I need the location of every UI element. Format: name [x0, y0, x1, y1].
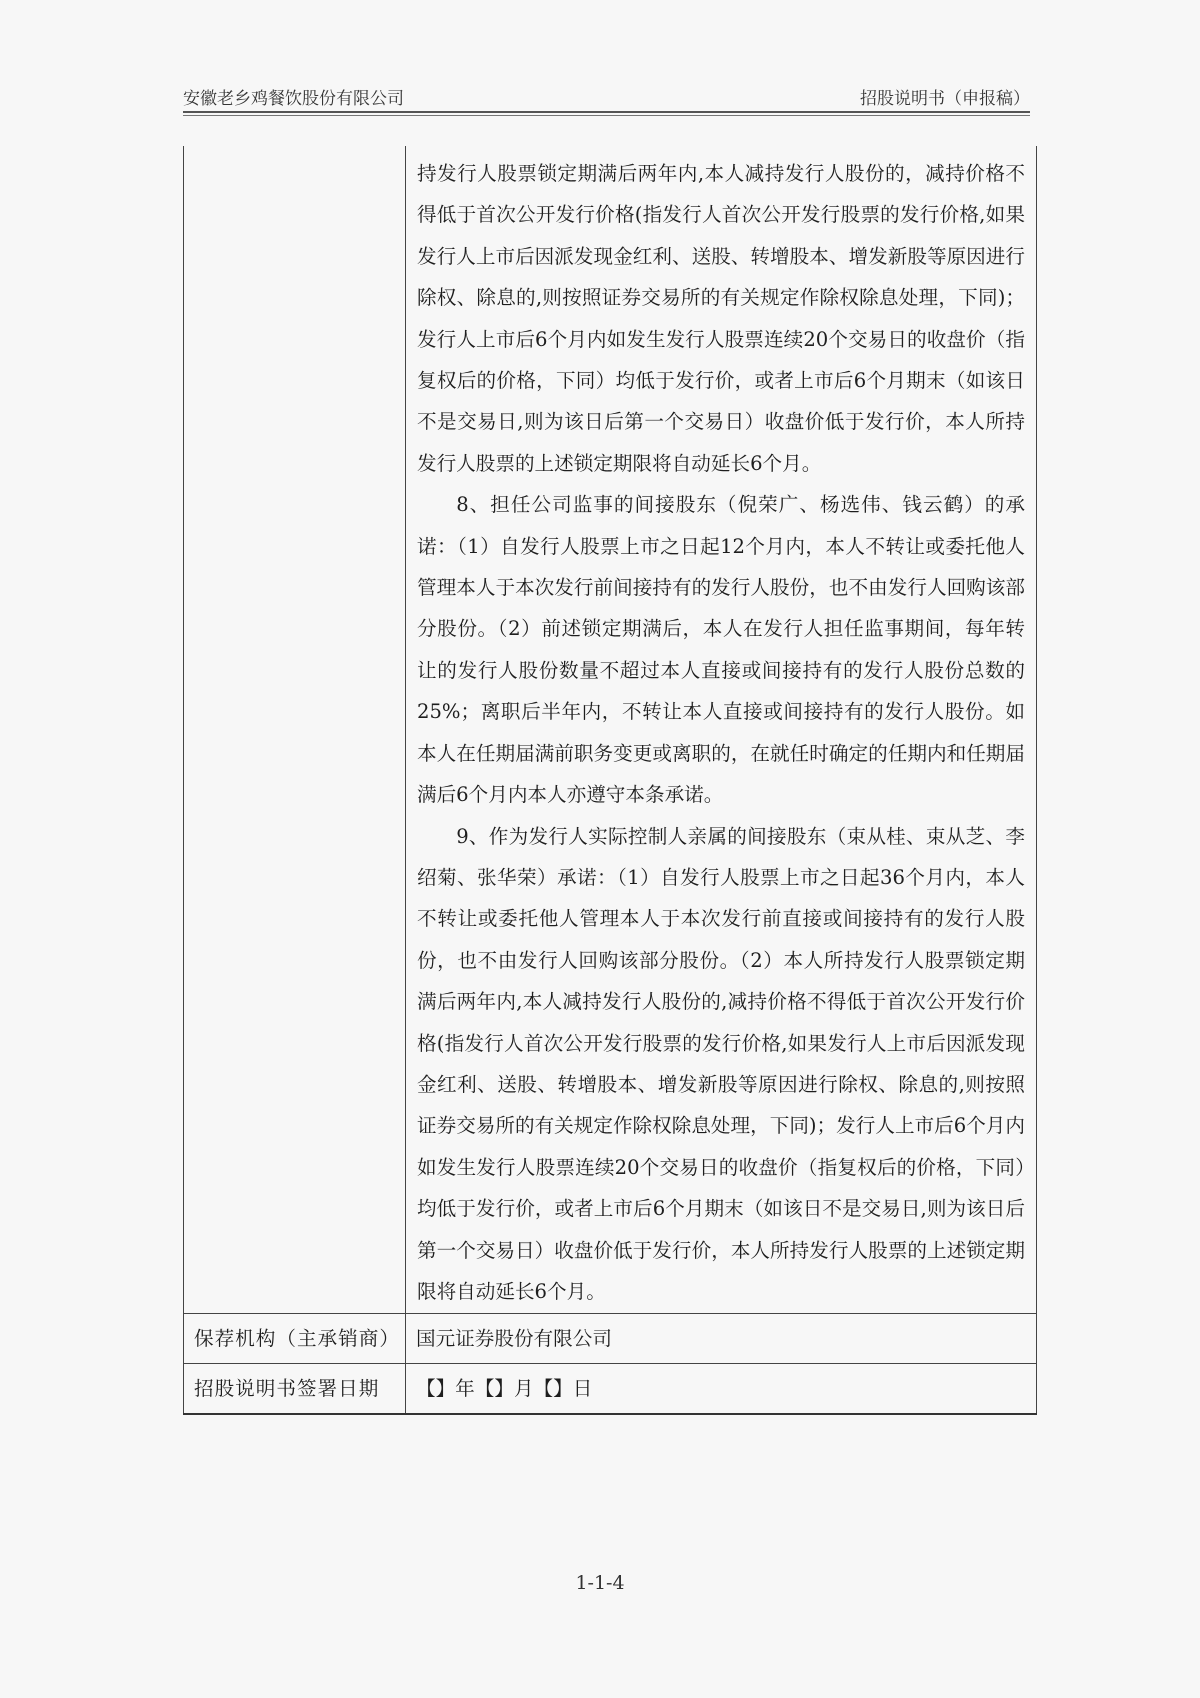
document-title: 招股说明书（申报稿）: [860, 89, 1030, 109]
header-rule: [183, 111, 1030, 113]
sign-date-row: [184, 1364, 1037, 1415]
page-number: 1-1-4: [575, 1572, 625, 1594]
sign-date-label: 招股说明书签署日期: [184, 1364, 406, 1415]
commitment-paragraph-9: 9、作为发行人实际控制人亲属的间接股东（束从桂、束从芝、李绍菊、张华荣）承诺：（1）自发行人股票上市之日起36个月内，本人不转让或委托他人管理本人于本次发行前直接或间接持有的发行人股份，也不由发行人回购该部分股份。（2）本人所持发行人股票锁定期满后两年内,本人减持发行人股份的,减持价格不得低于首次公开发行价格(指发行人首次公开发行股票的发行价格,如果发行人上市后因派发现金红利、送股、转增股本、增发新股等原因进行除权、除息的,则按照证券交易所的有关规定作除权除息处理，下同)；发行人上市后6个月内如发生发行人股票连续20个交易日的收盘价（指复权后的价格，下同）均低于发行价，或者上市后6个月期末（如该日不是交易日,则为该日后第一个交易日）收盘价低于发行价，本人所持发行人股票的上述锁定期限将自动延长6个月。: [417, 824, 1025, 1303]
sponsor-label: 保荐机构（主承销商）: [184, 1314, 406, 1364]
sign-date-value: 【】年【】月【】日: [406, 1364, 1037, 1415]
sponsor-value: 国元证券股份有限公司: [406, 1314, 1037, 1364]
commitment-paragraph-8: 8、担任公司监事的间接股东（倪荣广、杨选伟、钱云鹤）的承诺：（1）自发行人股票上市之日起12个月内，本人不转让或委托他人管理本人于本次发行前间接持有的发行人股份，也不由发行人回购该部分股份。（2）前述锁定期满后，本人在发行人担任监事期间，每年转让的发行人股份数量不超过本人直接或间接持有的发行人股份总数的25%；离职后半年内，不转让本人直接或间接持有的发行人股份。如本人在任期届满前职务变更或离职的，在就任时确定的任期内和任期届满后6个月内本人亦遵守本条承诺。: [417, 493, 1025, 807]
page-header: [183, 84, 1030, 109]
sponsor-row: [184, 1314, 1037, 1364]
commitment-paragraph-continued: 持发行人股票锁定期满后两年内,本人减持发行人股份的，减持价格不得低于首次公开发行价格(指发行人首次公开发行股票的发行价格,如果发行人上市后因派发现金红利、送股、转增股本、增发新股等原因进行除权、除息的,则按照证券交易所的有关规定作除权除息处理，下同)；发行人上市后6个月内如发生发行人股票连续20个交易日的收盘价（指复权后的价格，下同）均低于发行价，或者上市后6个月期末（如该日不是交易日,则为该日后第一个交易日）收盘价低于发行价，本人所持发行人股票的上述锁定期限将自动延长6个月。: [417, 162, 1025, 475]
company-name: 安徽老乡鸡餐饮股份有限公司: [183, 89, 404, 109]
header-rule-thin: [183, 115, 1030, 116]
prospectus-table: [183, 146, 1037, 1415]
empty-label-cell: [184, 146, 406, 1314]
commitments-cell: [406, 146, 1037, 1314]
commitments-row: [184, 146, 1037, 1314]
